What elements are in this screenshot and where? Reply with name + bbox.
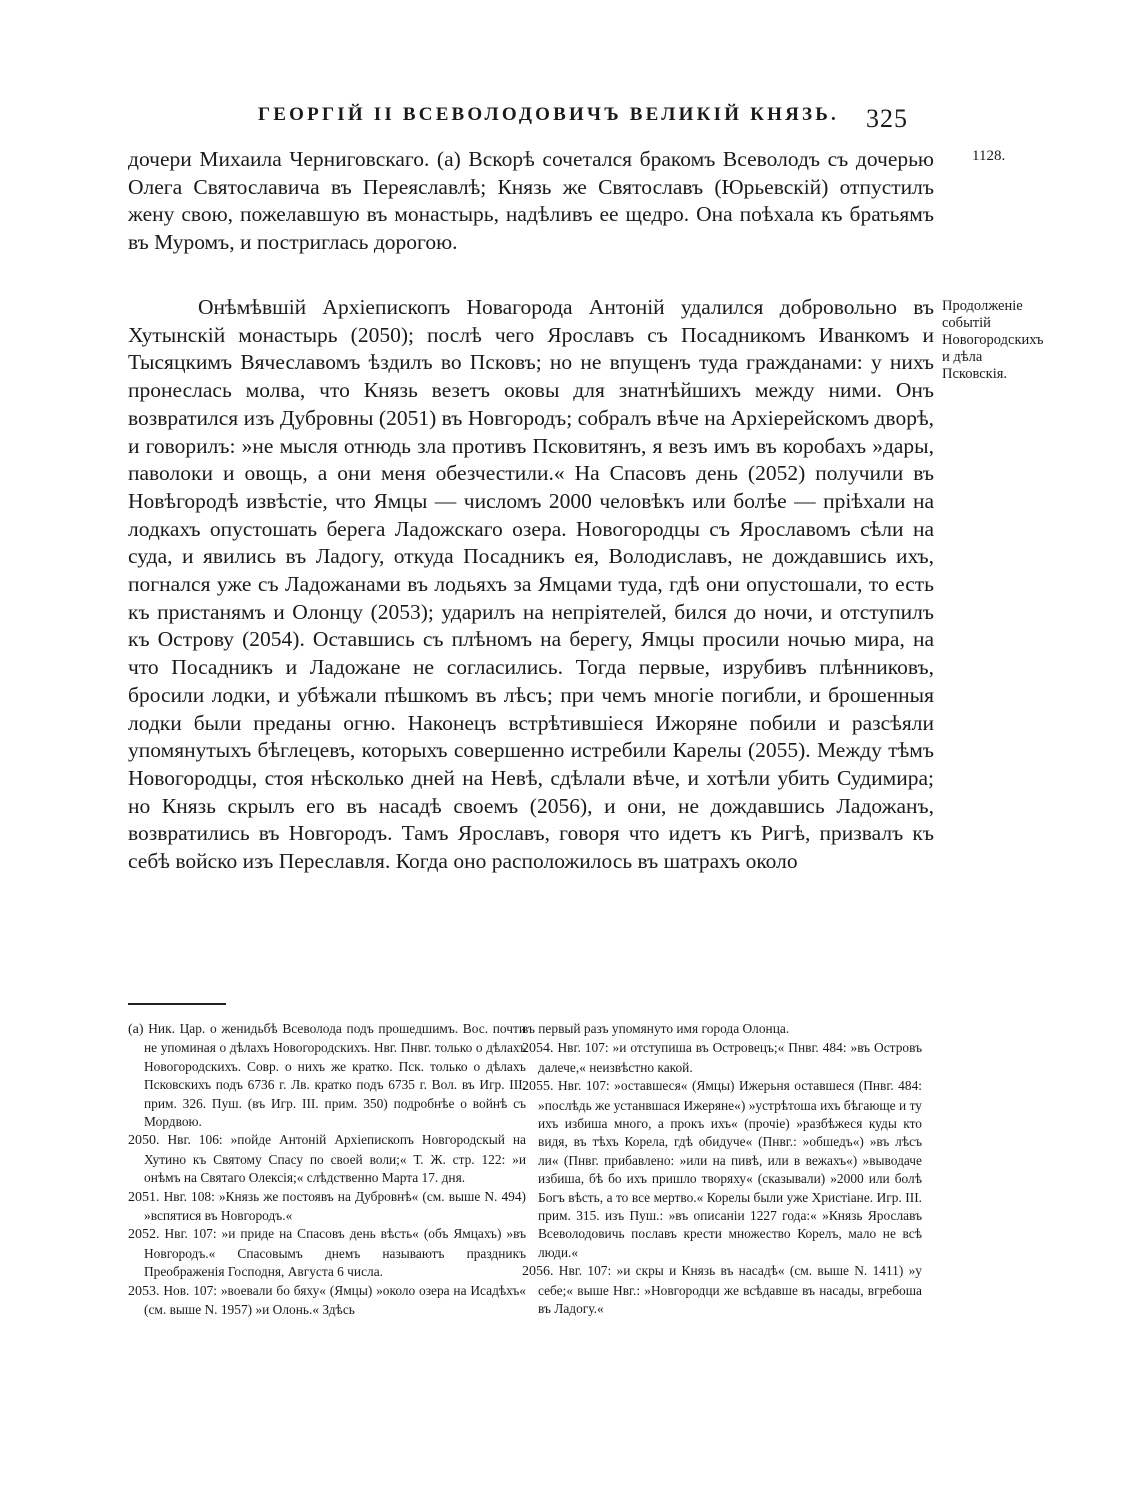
footnote-text: въ первый разъ упомянуто имя города Олонца. (522, 1021, 790, 1036)
footnote (522, 1039, 922, 1077)
page-number: 325 (866, 104, 908, 133)
footnote-continuation (522, 1020, 922, 1039)
margin-side-note: Продолженіе событій Новогородскихъ и дѣла Псковскія. (942, 298, 1044, 382)
body-paragraph-1: дочери Михаила Черниговскаго. (а) Вскорѣ сочетался бракомъ Всеволодъ съ дочерью Олега Святославича въ Переяславлѣ; Князь же Святославъ (Юрьевскій) отпустилъ жену свою, пожелавшую въ монастырь, надѣливъ ее щедро. Она поѣхала къ братьямъ въ Муромъ, и постриглась дорогою. (128, 147, 934, 255)
footnote (128, 1131, 526, 1187)
footnote-number: 2050. (128, 1133, 160, 1149)
footnote-number: 2056. (522, 1264, 554, 1280)
footnote-number: (а) (128, 1022, 144, 1037)
footnote-text: Нвг. 107: »оставшеся« (Ямцы) Ижерьня оставшеся (Пнвг. 484: »послѣдь же устанвшася Ижеряне«) »устрѣтоша ихъ бѣгающе и ту ихъ избиша много, а прокъ ихъ« (прочіе) »разбѣжеся куды кто видя, въ тѣхъ Корела, гдѣ обидуче« (Пнвг.: »обшедъ«) »въ лѣсъ ли« (Пнвг. прибавлено: »или на пивѣ, или в вежахъ«) »выводаче избиша, бѣ бо ихъ пришло творяху« (сказывали) »2000 или болѣ Богъ вѣсть, а то все мертво.« Корелы были уже Христіане. Игр. III. прим. 315. изъ Пуш.: »въ описаніи 1227 года:« »Князь Ярославъ Всеволодовичь пославъ крести множество Корелъ, мало не всѣ люди.« (538, 1078, 922, 1260)
footnotes-left-column (128, 1020, 526, 1320)
footnote-number: 2052. (128, 1227, 160, 1243)
footnote-number: 2053. (128, 1283, 160, 1299)
footnote-separator (128, 1003, 226, 1005)
footnote (128, 1225, 526, 1281)
footnotes-right-column (522, 1020, 922, 1319)
footnote-text: Нвг. 108: »Князь же постоявъ на Дубровнѣ« (см. выше N. 494) »вспятися въ Новгородъ.« (144, 1188, 526, 1224)
footnote-number: 2055. (522, 1079, 554, 1095)
body-paragraph-2: Онѣмѣвшій Архіепископъ Новагорода Антоній удалился добровольно въ Хутынскій монастырь (2050); послѣ чего Ярославъ съ Посадникомъ Иванкомъ и Тысяцкимъ Вячеславомъ ѣздилъ во Псковъ; но не впущенъ туда гражданами: у нихъ пронеслась молва, что Князь везетъ оковы для знатнѣйшихъ между ними. Онъ возвратился изъ Дубровны (2051) въ Новгородъ; собралъ вѣче на Архіерейскомъ дворѣ, и говорилъ: »не мысля отнюдь зла противъ Псковитянъ, я везъ имъ въ коробахъ »дары, паволоки и овощь, а они меня обезчестили.« На Спасовъ день (2052) получили въ Новѣгородѣ извѣстіе, что Ямцы — числомъ 2000 человѣкъ или болѣе — пріѣхали на лодкахъ опустошать берега Ладожскаго озера. Новогородцы съ Ярославомъ сѣли на суда, и явились въ Ладогу, откуда Посадникъ ея, Володиславъ, не дождавшись ихъ, погнался уже съ Ладожанами въ лодьяхъ за Ямцами туда, гдѣ они опустошали, то есть къ пристанямъ и Олонцу (2053); ударилъ на непріятелей, бился до ночи, и отступилъ къ Острову (2054). Оставшись съ плѣномъ на берегу, Ямцы просили ночью мира, на что Посадникъ и Ладожане не согласились. Тогда первые, изрубивъ плѣнниковъ, бросили лодки, и убѣжали пѣшкомъ въ лѣсъ; при чемъ многіе погибли, и брошенныя лодки были преданы огню. Наконецъ встрѣтившіеся Ижоряне побили и разсѣяли упомянутыхъ бѣглецевъ, которыхъ совершенно истребили Карелы (2055). Между тѣмъ Новогородцы, стоя нѣсколько дней на Невѣ, сдѣлали вѣче, и хотѣли убить Судимира; но Князь скрылъ его въ насадѣ своемъ (2056), и они, не дождавшись Ладожанъ, возвратились въ Новгородъ. Тамъ Ярославъ, говоря что идетъ къ Ригѣ, призвалъ къ себѣ войско изъ Переславля. Когда оно расположилось въ шатрахъ около (128, 295, 934, 874)
footnote (128, 1188, 526, 1226)
footnote (522, 1262, 922, 1318)
footnote-text: Ник. Цар. о женидьбѣ Всеволода подъ прошедшимъ. Вос. почти не упоминая о дѣлахъ Новогородскихъ. Нвг. Пнвг. только о дѣлахъ Новогородскихъ. Совр. о нихъ же кратко. Пск. только о дѣлахъ Псковскихъ подъ 6736 г. Лв. кратко подъ 6735 г. Вол. въ Игр. III. прим. 326. Пуш. (въ Игр. III. прим. 350) подробнѣе о войнѣ съ Мордвою. (144, 1021, 526, 1130)
footnote (128, 1020, 526, 1131)
running-head: ГЕОРГІЙ II ВСЕВОЛОДОВИЧЪ ВЕЛИКІЙ КНЯЗЬ. (258, 104, 839, 125)
footnote-number: 2051. (128, 1189, 160, 1205)
margin-year: 1128. (972, 148, 1006, 164)
footnote-text: Нвг. 106: »пойде Антоній Архіепископъ Новгородскый на Хутино къ Святому Спасу по своей воли;« Т. Ж. стр. 122: »и онѣмъ на Святаго Олексія;« слѣдственно Марта 17. дня. (144, 1132, 526, 1186)
footnote-number: 2054. (522, 1041, 554, 1057)
footnote (128, 1282, 526, 1320)
footnote-text: Нвг. 107: »и приде на Спасовъ день вѣсть« (объ Ямцахъ) »въ Новгородъ.« Спасовымъ днемъ называютъ праздникъ Преображенія Господня, Августа 6 числа. (144, 1226, 526, 1280)
footnote-text: Нов. 107: »воевали бо бяху« (Ямцы) »около озера на Исадѣхъ« (см. выше N. 1957) »и Олонь.« Здѣсь (144, 1282, 526, 1318)
footnote (522, 1077, 922, 1262)
footnote-text: Нвг. 107: »и отступиша въ Островецъ;« Пнвг. 484: »въ Островъ далече,« неизвѣстно какой. (538, 1040, 922, 1075)
footnote-text: Нвг. 107: »и скры и Князь въ насадѣ« (см. выше N. 1411) »у себе;« выше Нвг.: »Новгородци же всѣдавше въ насады, вгребоша въ Ладогу.« (538, 1263, 922, 1317)
